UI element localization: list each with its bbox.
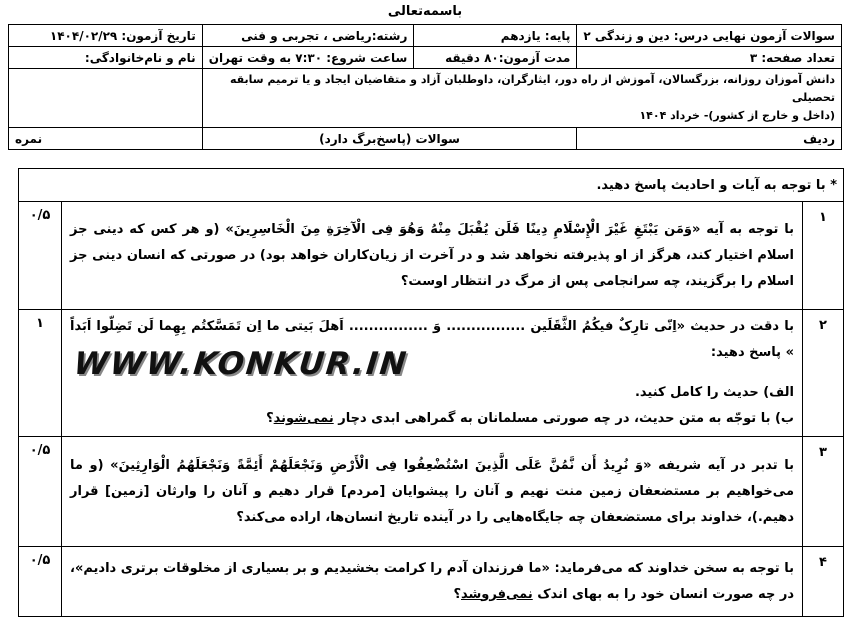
question-number: ۱ (803, 202, 844, 310)
question-4-text (70, 556, 794, 608)
col-questions-header: سوالات (پاسخ‌برگ دارد) (202, 128, 577, 150)
q2-b-pre: ب) با توجّه به متن حدیث، در چه صورتی مسلمانان به گمراهی ابدی دچار (333, 411, 794, 426)
q4-pre: با توجه به سخن خداوند که می‌فرماید: «ما فرزندان آدم را کرامت بخشیدیم و بر بسیاری از مخلوقات برتری دادیم»، در چه صورت انسان خود را به بهای اندک (70, 560, 794, 602)
description-line1: دانش آموزان روزانه، بزرگسالان، آموزش از راه دور، ایثارگران، داوطلبان آزاد و متقاضیان ایجاد و یا ترمیم سابقه تحصیلی (229, 73, 835, 104)
question-2-line1: با دقت در حدیث «اِنّی تارِکٌ فیکُمُ الثَّقَلَین ................ وَ ................ اَهلَ بَیتی ما اِن تَمَسَّکتُم بِهِما لَن تَضِلّوا اَبَداً » پاسخ دهید: (70, 319, 794, 360)
question-number: ۴ (803, 547, 844, 617)
q2-b-post: ؟ (266, 411, 274, 426)
start-time-cell: ساعت شروع: ۷:۳۰ به وقت تهران (202, 47, 414, 69)
pages-cell: تعداد صفحه: ۳ (577, 47, 842, 69)
question-score: ۰/۵ (19, 202, 62, 310)
description-line2: (داخل و خارج از کشور)- خرداد ۱۴۰۴ (639, 109, 835, 122)
question-score: ۰/۵ (19, 547, 62, 617)
col-score-header: نمره (9, 128, 203, 150)
konkur-watermark: WWW.KONKUR.IN (72, 346, 410, 382)
question-number: ۲ (803, 310, 844, 437)
question-text (62, 547, 803, 617)
exam-description (202, 69, 841, 128)
question-1-text: با توجه به آیه «وَمَن یَبْتَغِ غَیْرَ الْإِسْلَامِ دِینًا فَلَن یُقْبَلَ مِنْهُ وَهُوَ فِی الْآخِرَةِ مِنَ الْخَاسِرِینَ» (و هر کس که دینی جز اسلام اختیار کند، هرگز از او پذیرفته نخواهد شد و در آخرت از زیان‌کاران خواهد بود) در صورتی که انسان دینی جز اسلام را برگزیند، چه سرانجامی پس از مرگ در انتظار اوست؟ (70, 221, 794, 289)
question-score: ۱ (19, 310, 62, 437)
student-name-cell: نام و نام‌خانوادگی: (9, 47, 203, 69)
q4-underlined: نمی‌فروشد (461, 586, 533, 602)
instruction: * با توجه به آیات و احادیث پاسخ دهید. (19, 169, 844, 202)
exam-header-table (8, 24, 842, 150)
question-row (19, 202, 844, 310)
blank-cell (9, 69, 203, 128)
question-3-text: با تدبر در آیه شریفه «وَ نُرِیدُ أَن نَّمُنَّ عَلَى الَّذِینَ اسْتُضْعِفُوا فِی الْأَرْضِ وَنَجْعَلَهُمْ أَئِمَّةً وَنَجْعَلَهُمُ الْوَارِثِینَ» (و ما می‌خواهیم بر مستضعفان زمین منت نهیم و آنان را پیشوایان [مردم] قرار دهیم و آنان را وارثان [زمین] قرار دهیم.)، خداوند برای مستضعفان چه جایگاه‌هایی را در آینده تاریخ انسان‌ها، اراده می‌کند؟ (70, 457, 794, 525)
question-text (62, 202, 803, 310)
question-2-line2: الف) حدیث را کامل کنید. (634, 385, 794, 400)
questions-table (18, 168, 844, 617)
subject-cell: سوالات آزمون نهایی درس: دین و زندگی ۲ (577, 25, 842, 47)
q2-b-underlined: نمی‌شوند (273, 411, 334, 426)
duration-cell: مدت آزمون:۸۰ دقیقه (414, 47, 577, 69)
question-2-line3 (70, 406, 794, 432)
question-score: ۰/۵ (19, 437, 62, 547)
q4-post: ؟ (453, 586, 461, 602)
col-row-header: ردیف (577, 128, 842, 150)
page-title: باسمه‌تعالی (387, 4, 463, 19)
question-number: ۳ (803, 437, 844, 547)
date-cell: تاریخ آزمون: ۱۴۰۴/۰۲/۲۹ (9, 25, 203, 47)
question-row (19, 437, 844, 547)
question-text (62, 437, 803, 547)
field-cell: رشته:ریاضی ، تجربی و فنی (202, 25, 414, 47)
question-row (19, 547, 844, 617)
grade-cell: پایه: یازدهم (414, 25, 577, 47)
